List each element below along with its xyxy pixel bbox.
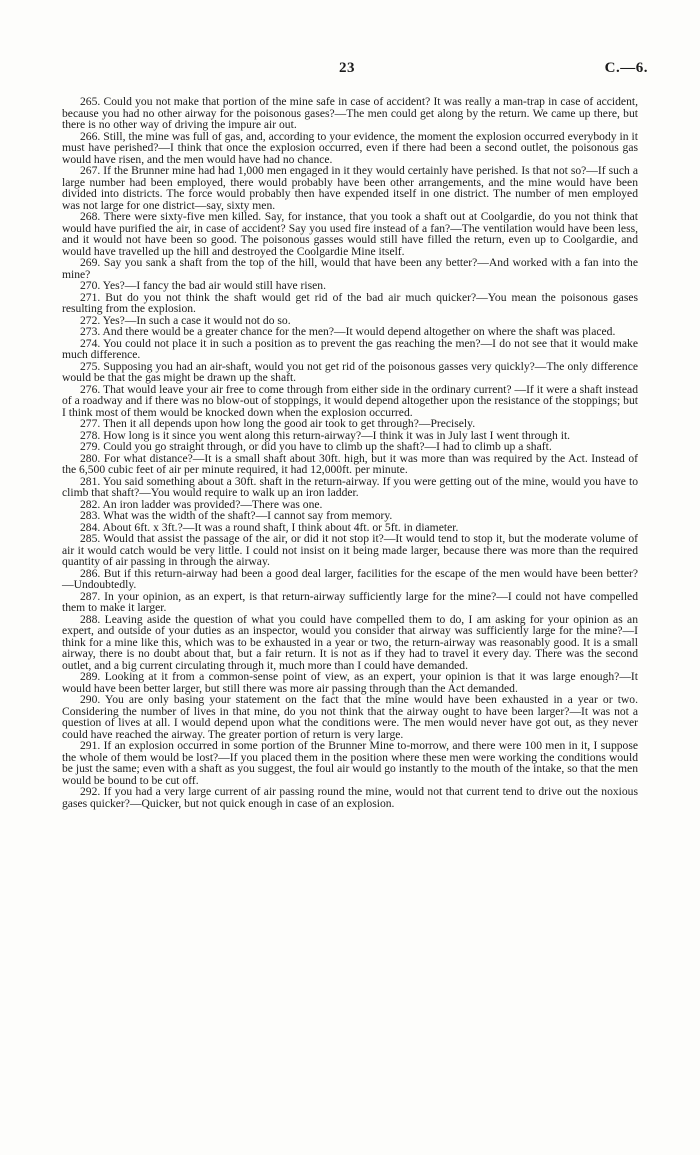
question-paragraph-291: 291. If an explosion occurred in some portion of the Brunner Mine to-morrow, and there were 100 men in it, I suppose the whole of them would be lost?—If you placed them in the position where these men were working the conditions would be just the same; even with a shaft as you suggest, the foul air would go instantly to the mouth of the intake, so that the men would be bound to be cut off. [62,739,638,787]
question-paragraph-272: 272. Yes?—In such a case it would not do so. [80,313,291,327]
question-paragraph-287: 287. In your opinion, as an expert, is that return-airway sufficiently large for the mine?—I could not have compelled them to make it larger. [62,589,638,614]
question-paragraph-278: 278. How long is it since you went along this return-airway?—I think it was in July last I went through it. [80,428,571,442]
question-paragraph-282: 282. An iron ladder was provided?—There was one. [80,497,323,511]
page-header [0,60,700,80]
question-paragraph-274: 274. You could not place it in such a position as to prevent the gas reaching the men?—I do not see that it would make much difference. [62,336,638,361]
question-paragraph-292: 292. If you had a very large current of air passing round the mine, would not that current tend to drive out the noxious gases quicker?—Quicker, but not quick enough in case of an explosion. [62,785,638,810]
question-paragraph-269: 269. Say you sank a shaft from the top of the hill, would that have been any better?—And worked with a fan into the mine? [62,256,638,281]
question-paragraph-288: 288. Leaving aside the question of what you could have compelled them to do, I am asking for your opinion as an expert, and outside of your duties as an inspector, would you consider that airway was sufficiently large for the mine?—I think for a mine like this, which was to be exhausted in a year or two, the return-airway was reasonably good. It is a small airway, there is no doubt about that, but a fair return. It is not as if they had to travel it every day. There was the second outlet, and a big current circulating through it, much more than I could have demanded. [62,612,638,672]
document-reference: C.—6. [604,60,648,76]
question-paragraph-267: 267. If the Brunner mine had had 1,000 men engaged in it they would certainly have perished. Is that not so?—If such a large number had been employed, there would probably have been other arrangements, and the mine would have been divided into districts. The force would probably then have expended itself in one district. The number of men employed was not large for one district—say, sixty men. [62,164,638,212]
question-paragraph-281: 281. You said something about a 30ft. shaft in the return-airway. If you were getting out of the mine, would you have to climb that shaft?—You would require to walk up an iron ladder. [62,474,638,499]
question-paragraph-283: 283. What was the width of the shaft?—I cannot say from memory. [80,509,393,522]
question-paragraph-270: 270. Yes?—I fancy the bad air would still have risen. [80,279,326,292]
page-number: 23 [339,60,355,76]
question-paragraph-290: 290. You are only basing your statement on the fact that the mine would have been exhausted in a year or two. Considering the number of lives in that mine, do you not think that the airway ought to have been larger?—It was not a question of lives at all. I would depend upon what the conditions were. The men would never have got out, as they never could have reached the airway. The greater portion of return is very large. [62,693,638,741]
testimony-body [62,96,638,809]
question-paragraph-286: 286. But if this return-airway had been a good deal larger, facilities for the escape of the men would have been better?—Undoubtedly. [62,566,638,591]
question-paragraph-271: 271. But do you not think the shaft would get rid of the bad air much quicker?—You mean the poisonous gases resulting from the explosion. [62,290,638,315]
question-paragraph-277: 277. Then it all depends upon how long the good air took to get through?—Precisely. [80,417,476,430]
question-paragraph-275: 275. Supposing you had an air-shaft, would you not get rid of the poisonous gasses very quickly?—The only difference would be that the gas might be drawn up the shaft. [62,359,638,384]
question-paragraph-268: 268. There were sixty-five men killed. Say, for instance, that you took a shaft out at Coolgardie, do you not think that would have purified the air, in case of accident? Say you used fire instead of a fan?—The ventilation would have been less, and it would not have been so good. The poisonous gasses would still have filled the return, even up to Coolgardie, and would have travelled up the hill and destroyed the Coolgardie Mine itself. [62,210,638,258]
question-paragraph-265: 265. Could you not make that portion of the mine safe in case of accident? It was really a man-trap in case of accident, because you had no other airway for the poisonous gases?—The men could get along by the return. We came up there, but there is no other way of driving the impure air out. [62,95,638,131]
question-paragraph-273: 273. And there would be a greater chance for the men?—It would depend altogether on where the shaft was placed. [80,325,616,338]
question-paragraph-276: 276. That would leave your air free to come through from either side in the ordinary current? —If it were a shaft instead of a roadway and if there was no blow-out of stoppings, it would depend altogether upon the resistance of the stoppings; but I think most of them would be knocked down when the explosion occurred. [62,382,638,419]
question-paragraph-289: 289. Looking at it from a common-sense point of view, as an expert, your opinion is that it was large enough?—It would have been better larger, but still there was more air passing through than the Act demanded. [62,670,638,695]
question-paragraph-284: 284. About 6ft. x 3ft.?—It was a round shaft, I think about 4ft. or 5ft. in diameter. [80,520,459,534]
question-paragraph-280: 280. For what distance?—It is a small shaft about 30ft. high, but it was more than was required by the Act. Instead of the 6,500 cubic feet of air per minute required, it had 12,000ft. per minute. [62,451,638,476]
question-paragraph-285: 285. Would that assist the passage of the air, or did it not stop it?—It would tend to stop it, but the moderate volume of air it would catch would be very little. I could not insist on it being made larger, because there was more than the required quantity of air passing in through the airway. [62,532,638,568]
question-paragraph-279: 279. Could you go straight through, or did you have to climb up the shaft?—I had to climb up a shaft. [80,440,552,453]
question-paragraph-266: 266. Still, the mine was full of gas, and, according to your evidence, the moment the explosion occurred everybody in it must have perished?—I think that once the explosion occurred, even if there had been a second outlet, the poisonous gas would have risen, and the men would have had no chance. [62,129,638,166]
